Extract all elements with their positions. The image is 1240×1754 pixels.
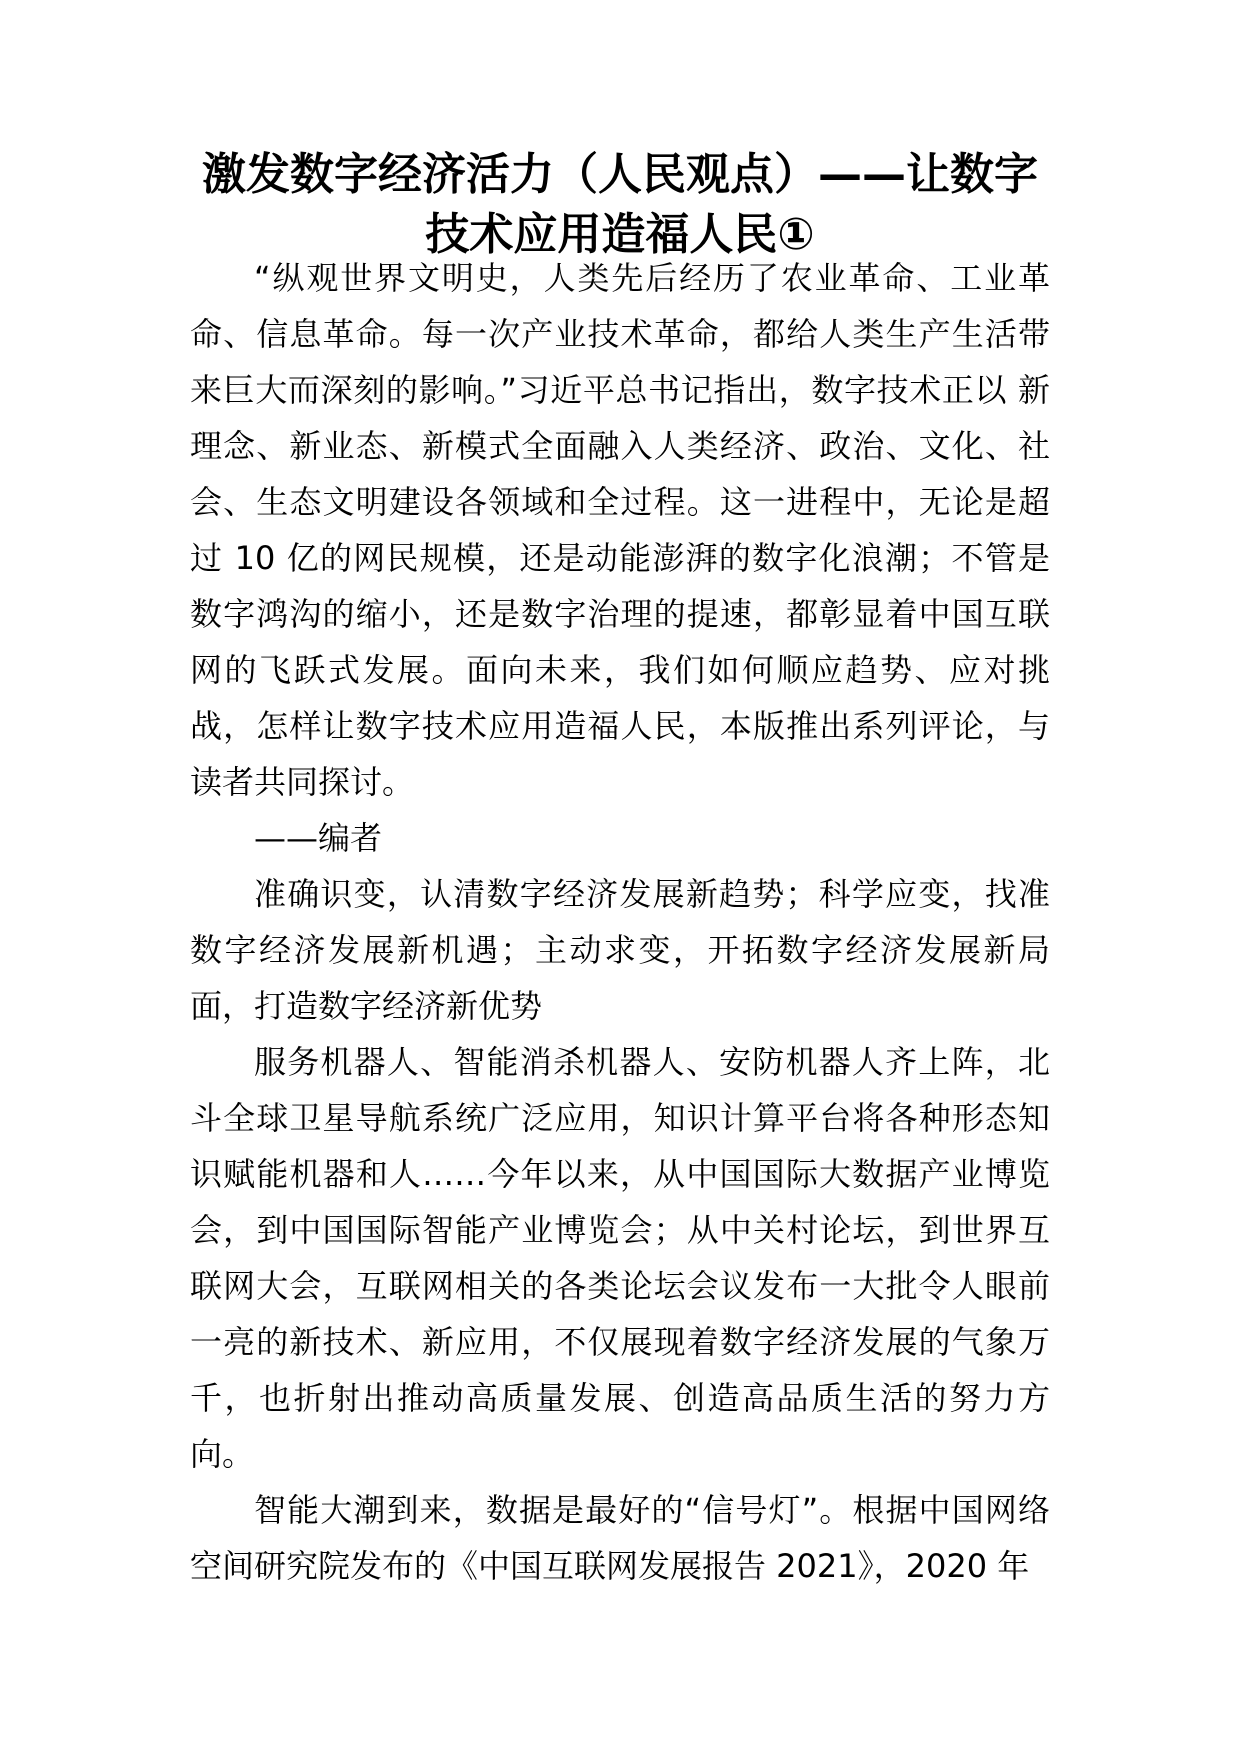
paragraph-editor-signature: ——编者	[254, 819, 383, 857]
paragraph-body-1: 服务机器人、智能消杀机器人、安防机器人齐上阵，北斗全球卫星导航系统广泛应用，知识计算平台将各种形态知识赋能机器和人……今年以来，从中国国际大数据产业博览会，到中国国际智能产业博览会；从中关村论坛，到世界互联网大会，互联网相关的各类论坛会议发布一大批令人眼前一亮的新技术、新应用，不仅展现着数字经济发展的气象万千，也折射出推动高质量发展、创造高品质生活的努力方向。	[190, 1043, 1050, 1473]
document-title	[150, 145, 1090, 265]
title-line-2: 技术应用造福人民①	[425, 209, 815, 260]
document-body	[190, 250, 1050, 1594]
paragraph-summary: 准确识变，认清数字经济发展新趋势；科学应变，找准数字经济发展新机遇；主动求变，开拓数字经济发展新局面，打造数字经济新优势	[190, 875, 1050, 1025]
paragraph-intro: “纵观世界文明史，人类先后经历了农业革命、工业革命、信息革命。每一次产业技术革命，都给人类生产生活带来巨大而深刻的影响。”习近平总书记指出，数字技术正以 新理念、新业态、新模式全面融入人类经济、政治、文化、社会、生态文明建设各领域和全过程。这一进程中，无论是超过 10 亿的网民规模，还是动能澎湃的数字化浪潮；不管是数字鸿沟的缩小，还是数字治理的提速，都彰显着中国互联网的飞跃式发展。面向未来，我们如何顺应趋势、应对挑战，怎样让数字技术应用造福人民，本版推出系列评论，与读者共同探讨。	[190, 259, 1050, 801]
title-line-1: 激发数字经济活力（人民观点）——让数字	[202, 149, 1038, 200]
paragraph-body-2: 智能大潮到来，数据是最好的“信号灯”。根据中国网络空间研究院发布的《中国互联网发展报告 2021》，2020 年	[190, 1491, 1050, 1585]
